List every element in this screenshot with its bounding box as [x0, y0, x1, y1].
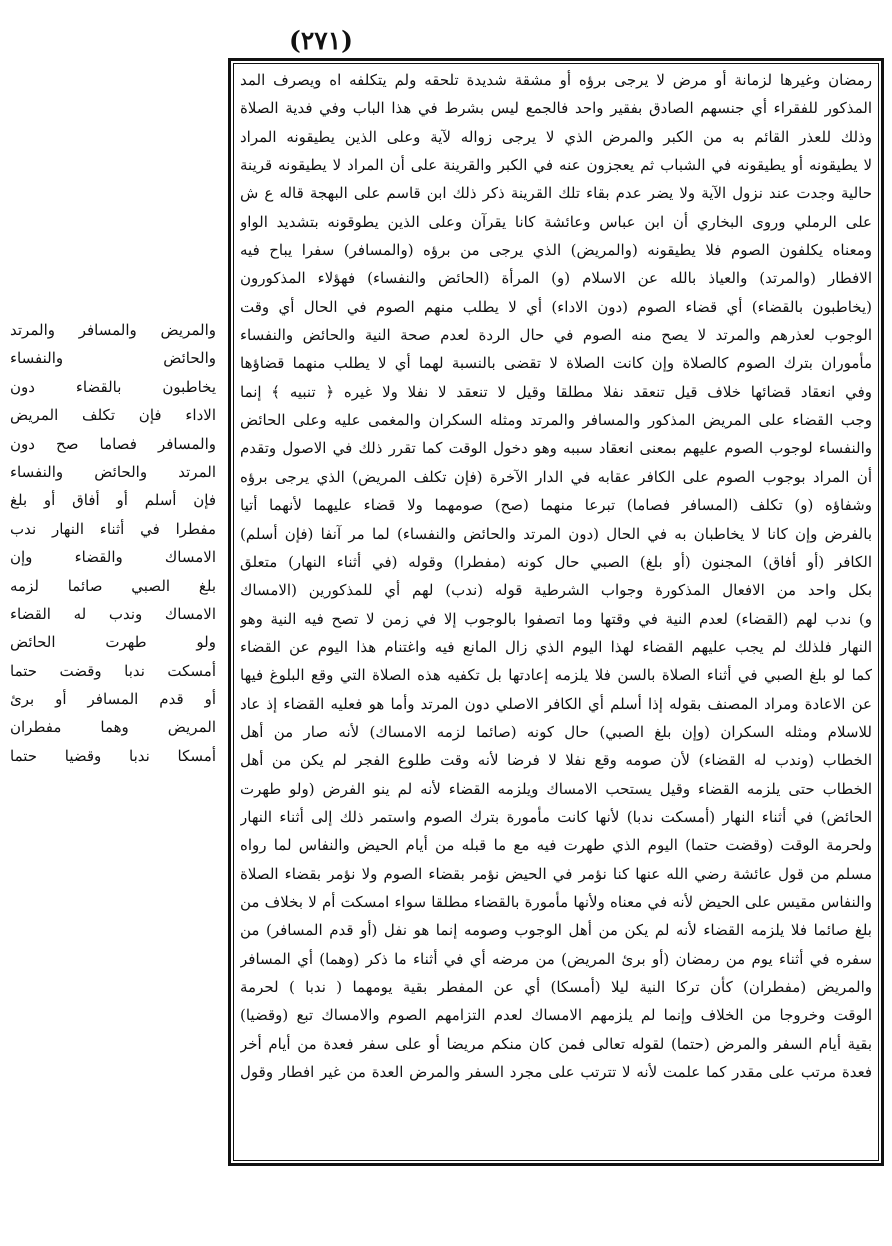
matn-line: والمسافر فصاما صح دون — [10, 434, 216, 453]
matn-line: المرتد والحائض والنفساء — [10, 462, 216, 481]
commentary-line: لا يطيقونه أو يطيقونه في الشباب ثم يعجزون عنه في الكبر والقرينة على أن المراد لا يطيقونه قرينة — [240, 156, 872, 175]
commentary-line: مسلم من قول عائشة رضي الله عنها كنا نؤمر في الحيض نؤمر بقضاء الصوم ولا نؤمر بقضاء الصلاة — [240, 864, 872, 883]
commentary-line: عن الاعادة ومراد المصنف بقوله إذا أسلم أي الكافر الاصلي دون المرتد وأما هو فعليه القضاء إذ عاد — [240, 694, 872, 713]
commentary-line: رمضان وغيرها لزمانة أو مرض لا يرجى برؤه أو مشقة شديدة تلحقه ولم يتكلفه اه ويصرف المد — [240, 71, 872, 89]
commentary-line: وذلك للعذر القائم به من الكبر والمرض الذي لا يرجى زواله لآية وعلى الذين يطيقونه المراد — [240, 127, 872, 146]
matn-line: والمريض والمسافر والمرتد — [10, 321, 216, 339]
commentary-line: الكافر (أو أفاق) المجنون (أو بلغ) الصبي حال كونه (مفطرا) وقوله (في أثناء النهار) متعلق — [240, 552, 872, 571]
commentary-line: بقية أيام السفر والمرض (حتما) لقوله تعالى فمن كان منكم مريضا أو على سفر فعدة من أيام أخر — [240, 1034, 872, 1053]
commentary-line: وجب القضاء على المريض المذكور والمسافر والمرتد ومثله السكران والمغمى عليه وعلى الحائض — [240, 411, 872, 430]
commentary-line: ومعناه يكلفون الصوم فلا يطيقونه (والمريض) الذي يرجى من برؤه (والمسافر) سفرا يباح فيه — [240, 241, 872, 260]
commentary-line: النهار فلذلك لم يجب عليهم القضاء لهذا اليوم الذي زال المانع فيه واغتنام هذا اليوم عن القضاء — [240, 637, 872, 656]
matn-line: والحائض والنفساء — [10, 349, 216, 368]
commentary-line: مأموران بترك الصوم كالصلاة وإن كانت الصلاة لا تقضى بالنسبة لهما أي لا يطلب منهما قضاؤها — [240, 354, 872, 373]
matn-line: المريض وهما مفطران — [10, 718, 216, 737]
commentary-line: وشفاؤه (و) تكلف (المسافر فصاما) تبرعا منهما (صح) صومهما ولا قضاء عليهما لأنهما أتيا — [240, 496, 872, 515]
commentary-line: الوجوب لعذرهم والمرتد لا يصح منه الصوم في حال الردة لعدم صحة النية والحائض والنفساء — [240, 326, 872, 345]
commentary-text-block — [240, 66, 872, 1156]
page-number: (٢٧١) — [289, 26, 353, 55]
matn-line: يخاطبون بالقضاء دون — [10, 377, 216, 396]
commentary-line: وفي انعقاد قضائها خلاف قيل تنعقد نفلا مطلقا وقيل لا تنعقد لا نفلا ولا غيره ﴿ تنبيه ﴾ إنما — [240, 382, 872, 401]
matn-line: أمسكا ندبا وقضيا حتما — [10, 746, 216, 765]
commentary-line: على الرملي وروى البخاري أن ابن عباس وعائشة كانا يقرآن وعلى الذين يطوقونه بتشديد الواو — [240, 212, 872, 231]
commentary-line: أن المراد بوجوب الصوم على الكافر عقابه في الدار الآخرة (فإن تكلف المريض) الذي يرجى برؤه — [240, 467, 872, 486]
commentary-line: ولحرمة الوقت (وقضت حتما) اليوم الذي طهرت فيه مع ما قبله من أيام الحيض والنفاس لما رواه — [240, 836, 872, 855]
matn-line: أو قدم المسافر أو برئ — [10, 690, 216, 709]
commentary-line: بلغ صائما فلا يلزمه القضاء لأنه لم يكن من أهل الوجوب وصومه إنما هو نفل (أو قدم المسافر) من — [240, 921, 872, 940]
commentary-line: الخطاب (وندب له القضاء) لأن صومه وقع نفلا لا فرضا لأنه وقت طلوع الفجر لم يكن من أهل — [240, 751, 872, 770]
matn-line: مفطرا في أثناء النهار ندب — [10, 519, 216, 538]
commentary-line: والمريض (مفطران) كأن تركا النية ليلا (أمسكا) أي عن المفطر بقية يومهما ( ندبا ) لحرمة — [240, 978, 872, 996]
matn-side-text-block — [10, 316, 216, 866]
matn-line: بلغ الصبي صائما لزمه — [10, 576, 216, 595]
commentary-line: الوقت وخروجا من الخلاف وإنما لم يلزمهم الامساك لعدم التزامهم الصوم والامساك تبع (وقضيا) — [240, 1006, 872, 1025]
matn-line: الامساك وندب له القضاء — [10, 604, 216, 623]
commentary-line: الحائض) في أثناء النهار (أمسكت ندبا) لأنها كانت مأمورة بترك الصوم واستمر ذلك إلى أثناء النهار — [240, 807, 872, 826]
commentary-line: بالفرض وإن كانا لا يخاطبان به في الحال (دون المرتد والحائض والنفساء) لما مر آنفا (فإن أسلم) — [240, 524, 872, 543]
matn-line: أمسكت ندبا وقضت حتما — [10, 661, 216, 680]
matn-line: ولو طهرت الحائض — [10, 633, 216, 652]
matn-line: فإن أسلم أو أفاق أو بلغ — [10, 491, 216, 510]
commentary-line: المذكور للفقراء أي جنسهم الصادق بفقير واحد فالجمع ليس بشرط في هذا الباب وفي فدية الصلاة — [240, 99, 872, 118]
matn-line: الامساك والقضاء وإن — [10, 548, 216, 567]
commentary-line: الافطار (والمرتد) والعياذ بالله عن الاسلام (و) المرأة (الحائض والنفساء) فهؤلاء المذكورون — [240, 269, 872, 288]
commentary-line: سفره في أثناء يوم من رمضان (أو برئ المريض) من مرضه أي في أثناء ما ذكر (وهما) أي المسافر — [240, 949, 872, 968]
commentary-line: كما لو بلغ الصبي في أثناء الصلاة بالسن فلا يلزمه إعادتها بل تكفيه هذه الصلاة التي وقع البلوغ فيها — [240, 666, 872, 685]
commentary-line: (يخاطبون بالقضاء) أي قضاء الصوم (دون الاداء) أي لا يطلب منهم الصوم في الحال أي وقت — [240, 297, 872, 316]
commentary-line: للاسلام ومثله السكران (وإن بلغ الصبي) حال كونه (صائما لزمه الامساك) لأنه صار من أهل — [240, 722, 872, 741]
commentary-line: والنفساء لوجوب الصوم عليهم بمعنى انعقاد سببه وهو دخول الوقت كما تقرر ذلك في الاصول وتقدم — [240, 439, 872, 458]
commentary-line: والنفاس مقيس على الحيض لأنه في معناه ولأنها مأمورة بالقضاء مطلقا سواء امسكت أم لا بخلاف من — [240, 892, 872, 911]
commentary-line: و) ندب لهم (القضاء) لعدم النية في وقتها وما اتصفوا بالوجوب إلا في زمن لا تصح فيه النية وهو — [240, 609, 872, 628]
matn-line: الاداء فإن تكلف المريض — [10, 406, 216, 425]
commentary-line: الخطاب حتى يلزمه القضاء وقيل يستحب الامساك ويلزمه القضاء لأنه لم ينو الفرض (ولو طهرت — [240, 779, 872, 798]
commentary-line: بكل واحد من الافعال المذكورة وجواب الشرطية قوله (ندب) لهم أي للمذكورين (الامساك — [240, 581, 872, 600]
commentary-line: فعدة مرتب على مقدر كما علمت لأنه لا تترتب على مجرد السفر والمرض العدة من غير افطار وقول — [240, 1063, 872, 1082]
commentary-line: حالية وجدت عند نزول الآية ولا يضر عدم بقاء تلك القرينة ذكر ذلك ابن قاسم على البهجة قاله ع ش — [240, 184, 872, 203]
